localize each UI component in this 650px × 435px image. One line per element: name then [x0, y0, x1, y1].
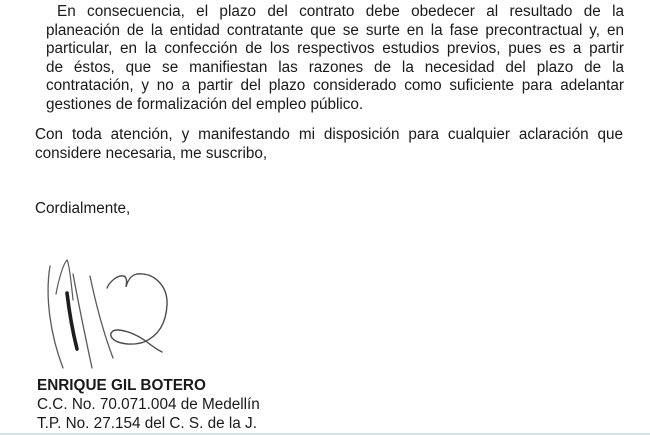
body-line: En consecuencia, el plazo del contrato debe obedecer al resultado de la: [57, 3, 624, 20]
signer-name: ENRIQUE GIL BOTERO: [37, 377, 206, 394]
closing-line: considere necesaria, me suscribo,: [35, 144, 268, 162]
closing-paragraph: [35, 126, 623, 163]
signature-scribble-icon: [40, 248, 175, 373]
body-line: particular, en la confección de los respectivos estudios previos, pues es a partir: [46, 40, 624, 58]
body-line: de éstos, que se manifiestan las razones de la necesidad del plazo de la: [46, 58, 624, 76]
body-paragraph: [46, 3, 624, 115]
closing-line: Con toda atención, y manifestando mi disposición para cualquier aclaración que: [35, 126, 623, 143]
signer-block: [37, 376, 260, 434]
body-line: planeación de la entidad contratante que se surte en la fase precontractual y, en: [46, 21, 624, 39]
body-line: gestiones de formalización del empleo público.: [46, 95, 364, 113]
signer-tp-line: T.P. No. 27.154 del C. S. de la J.: [37, 415, 257, 433]
signer-cc-line: C.C. No. 70.071.004 de Medellín: [37, 396, 260, 414]
valediction: Cordialmente,: [35, 200, 131, 217]
handwritten-signature: [40, 248, 175, 373]
body-line: contratación, y no a partir del plazo considerado como suficiente para adelantar: [46, 77, 624, 95]
